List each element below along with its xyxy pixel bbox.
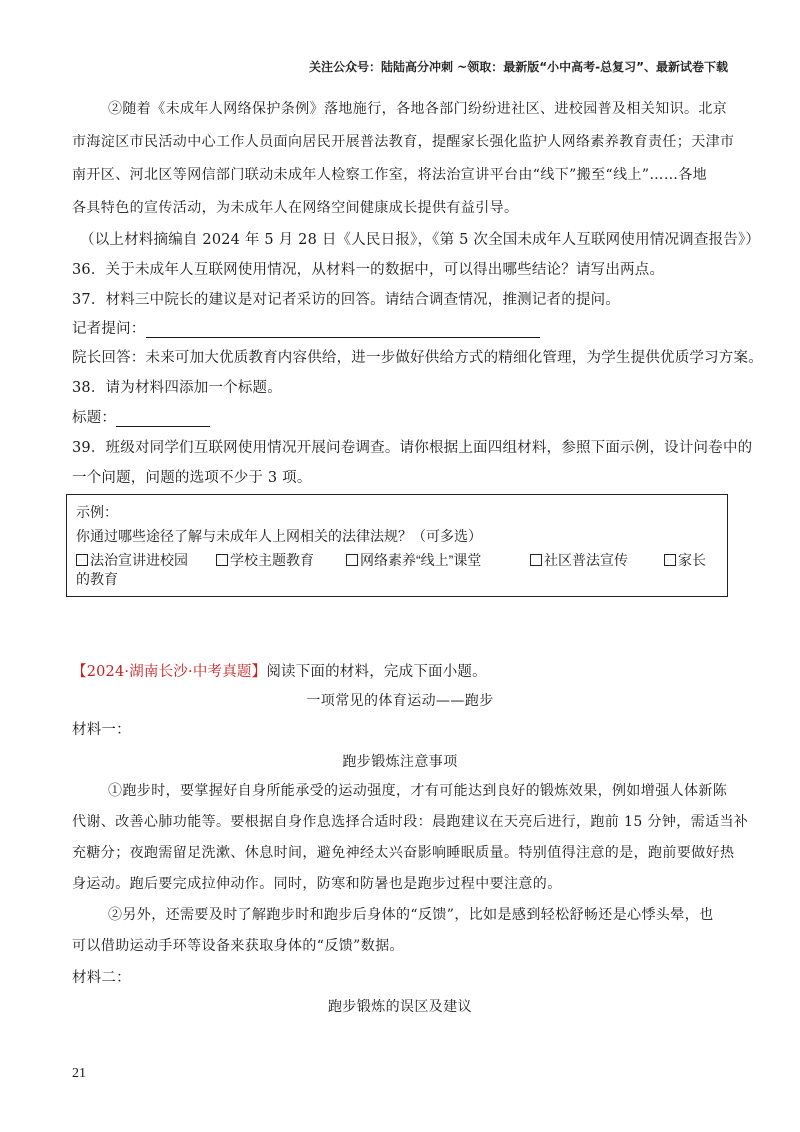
option-5[interactable]: 家长 <box>664 550 706 570</box>
question-39-line2: 一个问题，问题的选项不少于 3 项。 <box>72 470 312 486</box>
material2-label: 材料二： <box>72 970 131 986</box>
checkbox-icon <box>76 554 88 566</box>
option-5-continued: 的教育 <box>76 571 118 587</box>
title-answer-blank[interactable] <box>116 410 210 427</box>
example-label: 示例： <box>76 504 118 520</box>
material1-label: 材料一： <box>72 722 131 738</box>
exam-source-tag: 【2024·湖南长沙·中考真题】 <box>72 664 267 680</box>
section-title: 一项常见的体育运动——跑步 <box>306 693 494 709</box>
material2-title: 跑步锻炼的误区及建议 <box>328 999 472 1015</box>
reporter-answer-blank[interactable] <box>146 321 540 338</box>
material1-p1-line3: 充糖分；夜跑需留足洗漱、休息时间，避免神经太兴奋影响睡眠质量。特别值得注意的是，跑前要做好热 <box>72 845 735 861</box>
example-question: 你通过哪些途径了解与未成年人上网相关的法律法规？（可多选） <box>76 528 482 544</box>
section-intro: 阅读下面的材料，完成下面小题。 <box>266 664 487 680</box>
reporter-question-row <box>72 317 540 338</box>
question-38: 38．请为材料四添加一个标题。 <box>72 380 282 396</box>
material1-title: 跑步锻炼注意事项 <box>342 754 458 770</box>
material4-line4: 各具特色的宣传活动，为未成年人在网络空间健康成长提供有益引导。 <box>72 200 519 216</box>
checkbox-icon <box>530 554 542 566</box>
material4-line2: 市海淀区市民活动中心工作人员面向居民开展普法教育，提醒家长强化监护人网络素养教育责任；天津市 <box>72 134 735 150</box>
question-39-line1: 39．班级对同学们互联网使用情况开展问卷调查。请你根据上面四组材料，参照下面示例，设计问卷中的 <box>72 440 753 456</box>
material4-line3: 南开区、河北区等网信部门联动未成年人检察工作室，将法治宣讲平台由“线下”搬至“线上”……各地 <box>72 167 708 183</box>
page-header: 关注公众号：陆陆高分冲刺 ~领取：最新版“小中高考-总复习”、最新试卷下载 <box>309 60 728 74</box>
title-row <box>72 406 210 427</box>
question-36: 36．关于未成年人互联网使用情况，从材料一的数据中，可以得出哪些结论？请写出两点。 <box>72 262 665 278</box>
checkbox-icon <box>664 554 676 566</box>
material1-p1-line4: 身运动。跑后要完成拉伸动作。同时，防寒和防暑也是跑步过程中要注意的。 <box>72 876 562 892</box>
material1-p1-line2: 代谢、改善心肺功能等。要根据自身作息选择合适时段：晨跑建议在天亮后进行，跑前 15 分钟，需适当补 <box>72 814 749 830</box>
section-intro-row <box>72 660 487 681</box>
page-number: 21 <box>72 1066 86 1081</box>
checkbox-icon <box>346 554 358 566</box>
question-37: 37．材料三中院长的建议是对记者采访的回答。请结合调查情况，推测记者的提问。 <box>72 292 621 308</box>
reporter-label: 记者提问： <box>72 321 146 337</box>
option-1[interactable]: 法治宣讲进校园 <box>76 550 188 570</box>
material4-line1: ②随着《未成年人网络保护条例》落地施行，各地各部门纷纷进社区、进校园普及相关知识。北京 <box>108 101 728 117</box>
option-3[interactable]: 网络素养“线上”课堂 <box>346 550 481 570</box>
checkbox-icon <box>216 554 228 566</box>
material1-p2-line1: ②另外，还需要及时了解跑步时和跑步后身体的“反馈”，比如是感到轻松舒畅还是心悸头晕，也 <box>108 907 714 923</box>
material-source: （以上材料摘编自 2024 年 5 月 28 日《人民日报》，《第 5 次全国未成年人互联网使用情况调查报告》） <box>80 232 761 248</box>
option-4[interactable]: 社区普法宣传 <box>530 550 628 570</box>
material1-p1-line1: ①跑步时，要掌握好自身所能承受的运动强度，才有可能达到良好的锻炼效果，例如增强人体新陈 <box>108 783 728 799</box>
option-2[interactable]: 学校主题教育 <box>216 550 314 570</box>
dean-answer: 院长回答：未来可加大优质教育内容供给，进一步做好供给方式的精细化管理，为学生提供优质学习方案。 <box>72 350 763 366</box>
title-label: 标题： <box>72 410 117 426</box>
example-options <box>76 550 716 568</box>
material1-p2-line2: 可以借助运动手环等设备来获取身体的“反馈”数据。 <box>72 938 404 954</box>
example-box <box>66 494 728 597</box>
